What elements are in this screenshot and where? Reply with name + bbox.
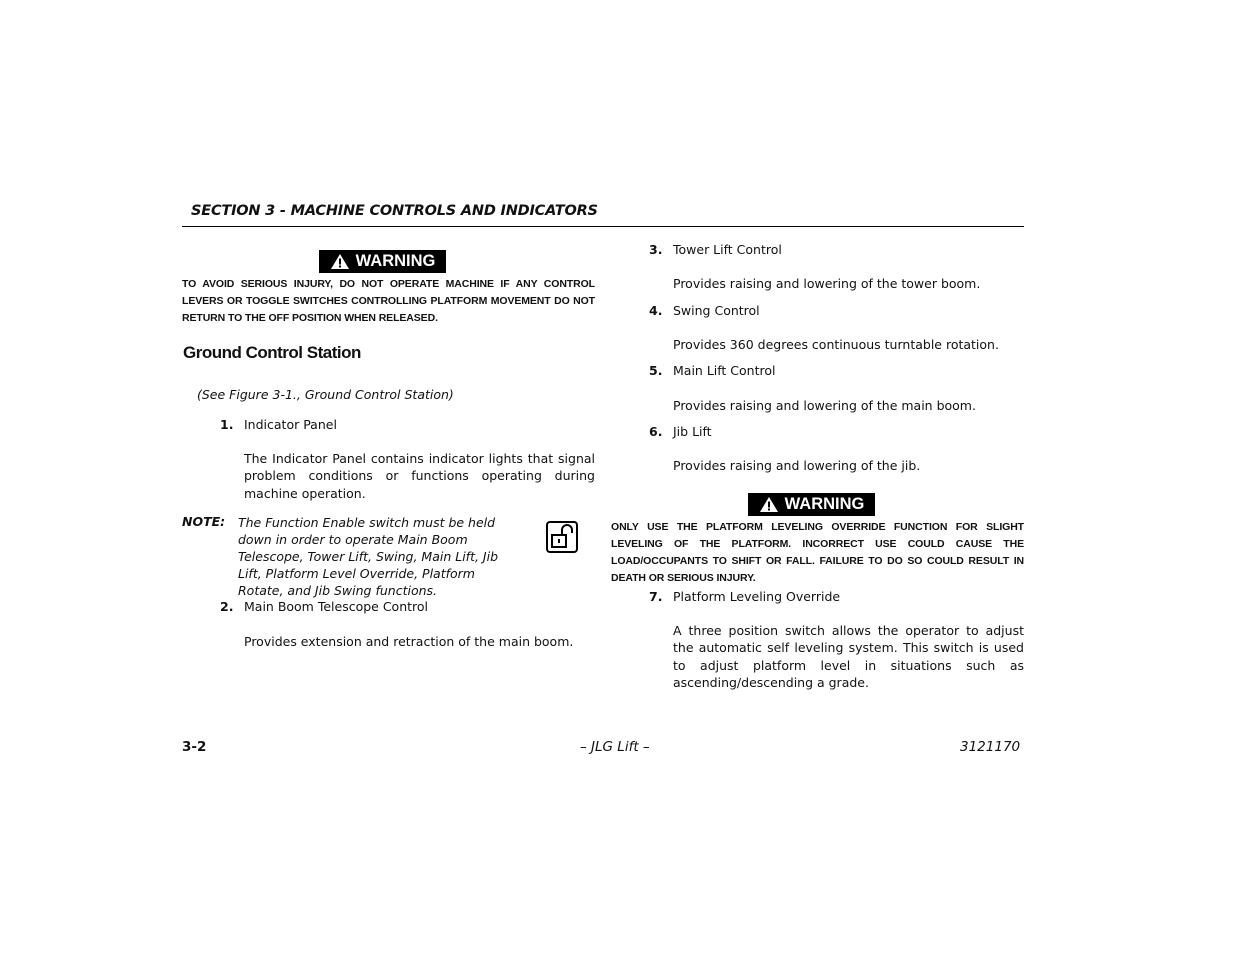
- item-description: Provides raising and lowering of the tower boom.: [673, 276, 981, 291]
- note-text: The Function Enable switch must be held down in order to operate Main Boom Telescope, Tower Lift, Swing, Main Lift, Jib Lift, Platform Level Override, Platform Rotate, and Jib Swing functions.: [238, 515, 499, 598]
- item-label: Main Boom Telescope Control: [244, 599, 429, 614]
- item-label: Main Lift Control: [673, 363, 776, 378]
- section-title: SECTION 3 - MACHINE CONTROLS AND INDICATORS: [191, 203, 598, 219]
- figure-reference: (See Figure 3-1., Ground Control Station): [197, 387, 454, 402]
- header-rule: [182, 226, 1024, 227]
- item-number: 2.: [220, 599, 234, 614]
- item-description: The Indicator Panel contains indicator lights that signal problem conditions or functions operating during machine operation.: [244, 451, 595, 501]
- item-number: 4.: [649, 303, 663, 318]
- document-number: 3121170: [960, 739, 1021, 755]
- item-number: 1.: [220, 417, 234, 432]
- item-number: 5.: [649, 363, 663, 378]
- item-label: Platform Leveling Override: [673, 589, 841, 604]
- warning-text: ONLY USE THE PLATFORM LEVELING OVERRIDE FUNCTION FOR SLIGHT LEVELING OF THE PLATFORM. INCORRECT USE COULD CAUSE THE LOAD/OCCUPANTS TO SHIFT OR FALL. FAILURE TO DO SO COULD RESULT IN DEATH OR SERIOUS INJURY.: [611, 521, 1024, 584]
- warning-text: TO AVOID SERIOUS INJURY, DO NOT OPERATE MACHINE IF ANY CONTROL LEVERS OR TOGGLE SWITCHES CONTROLLING PLATFORM MOVEMENT DO NOT RETURN TO THE OFF POSITION WHEN RELEASED.: [182, 278, 595, 324]
- unlock-icon: [546, 521, 578, 557]
- item-number: 3.: [649, 242, 663, 257]
- item-number: 7.: [649, 589, 663, 604]
- warning-badge: [319, 250, 446, 273]
- warning-badge-label: WARNING: [355, 252, 436, 270]
- item-number: 6.: [649, 424, 663, 439]
- warning-badge: [748, 493, 875, 516]
- item-description: Provides extension and retraction of the main boom.: [244, 634, 574, 649]
- item-label: Tower Lift Control: [673, 242, 782, 257]
- ground-control-heading: Ground Control Station: [183, 343, 361, 362]
- item-label: Jib Lift: [673, 424, 712, 439]
- item-label: Swing Control: [673, 303, 760, 318]
- note-label: NOTE:: [182, 514, 226, 529]
- page-number: 3-2: [182, 739, 207, 755]
- item-description: Provides raising and lowering of the main boom.: [673, 398, 976, 413]
- warning-triangle-icon: [759, 496, 779, 513]
- item-description: Provides 360 degrees continuous turntable rotation.: [673, 337, 999, 352]
- warning-badge-label: WARNING: [784, 495, 865, 513]
- item-description: A three position switch allows the operator to adjust the automatic self leveling system. This switch is used to adjust platform level in situations such as ascending/descending a grade.: [673, 623, 1024, 690]
- footer-center: – JLG Lift –: [580, 739, 650, 755]
- item-description: Provides raising and lowering of the jib.: [673, 458, 921, 473]
- warning-triangle-icon: [330, 253, 350, 270]
- item-label: Indicator Panel: [244, 417, 337, 432]
